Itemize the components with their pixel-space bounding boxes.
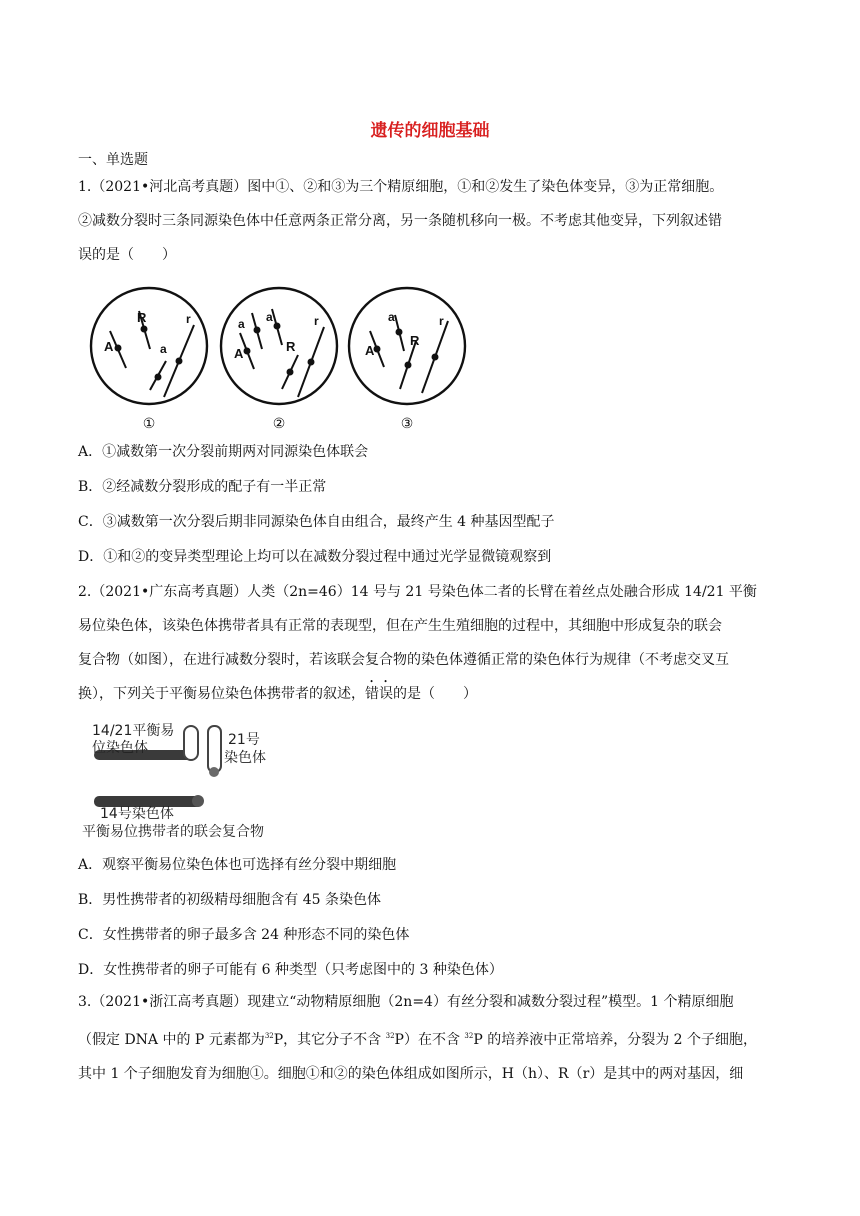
- chromosome-21-satellite: [209, 767, 219, 777]
- svg-text:A: A: [365, 343, 375, 358]
- q1-line: ②减数分裂时三条同源染色体中任意两条正常分离，另一条随机移向一极。不考虑其他变异，下列叙述错: [78, 213, 722, 229]
- q1-line: 误的是（ ）: [78, 247, 176, 263]
- translocation-label-1: 14/21平衡易: [92, 723, 175, 739]
- emphasized-word: 错误: [365, 686, 393, 702]
- q2-synapsis-figure: [80, 718, 310, 842]
- q3-line: （假定 DNA 中的 P 元素都为$^{32}$P，其它分子不含 $^{32}$P）在不含 $^{32}$P 的培养液中正常培养，分裂为 2 个子细胞，: [78, 1032, 758, 1048]
- q1-line: 1.（2021•河北高考真题）图中①、②和③为三个精原细胞，①和②发生了染色体变异，③为正常细胞。: [78, 179, 724, 195]
- translocation-chromosome-arm: [184, 726, 198, 760]
- q3-line: 其中 1 个子细胞发育为细胞①。细胞①和②的染色体组成如图所示，H（h）、R（r）是其中的两对基因，细: [78, 1066, 744, 1082]
- cell-2-chromosomes: [240, 309, 324, 397]
- q2-option-c: C．女性携带者的卵子最多含 24 种形态不同的染色体: [78, 927, 410, 943]
- question-3-stem: [78, 985, 784, 1091]
- svg-text:a: a: [266, 310, 273, 324]
- q2-line: 换），下列关于平衡易位染色体携带者的叙述，错误的是（ ）: [78, 686, 477, 702]
- cell-3-chromosomes: [370, 315, 448, 393]
- q2-option-d: D．女性携带者的卵子可能有 6 种类型（只考虑图中的 3 种染色体）: [78, 962, 503, 978]
- cell-1-chromosomes: [110, 311, 194, 397]
- q1-option-d: D．①和②的变异类型理论上均可以在减数分裂过程中通过光学显微镜观察到: [78, 549, 552, 565]
- svg-text:a: a: [238, 317, 245, 331]
- cell-1-label: ①: [142, 416, 156, 431]
- chromosome-14-end: [192, 795, 204, 807]
- q2-line: 易位染色体，该染色体携带者具有正常的表现型，但在产生生殖细胞的过程中，其细胞中形成复杂的联会: [78, 618, 722, 634]
- cell-3-label: ③: [400, 416, 414, 431]
- figure-caption: 平衡易位携带者的联会复合物: [82, 824, 264, 840]
- svg-text:R: R: [137, 310, 147, 325]
- svg-text:A: A: [104, 339, 114, 354]
- svg-text:R: R: [410, 333, 420, 348]
- q1-option-a: A．①减数第一次分裂前期两对同源染色体联会: [78, 444, 369, 460]
- svg-text:r: r: [186, 312, 191, 326]
- q2-line: 复合物（如图），在进行减数分裂时，若该联会复合物的染色体遵循正常的染色体行为规律（不考虑交叉互: [78, 652, 729, 668]
- q2-option-a: A．观察平衡易位染色体也可选择有丝分裂中期细胞: [78, 857, 397, 873]
- svg-text:a: a: [160, 342, 167, 356]
- svg-text:A: A: [234, 346, 244, 361]
- chromosome-21-label-1: 21号: [228, 732, 260, 748]
- q1-option-b: B．②经减数分裂形成的配子有一半正常: [78, 479, 327, 495]
- chromosome-21-body: [208, 726, 221, 772]
- chromosome-14-label: 14号染色体: [100, 806, 174, 822]
- chromosome-21-label-2: 染色体: [224, 750, 266, 766]
- cell-2-label: ②: [272, 416, 286, 431]
- q2-option-b: B．男性携带者的初级精母细胞含有 45 条染色体: [78, 892, 382, 908]
- svg-text:r: r: [314, 314, 319, 328]
- translocation-label-2: 位染色体: [92, 740, 148, 756]
- question-1-stem: [78, 170, 784, 272]
- svg-text:R: R: [286, 339, 296, 354]
- q3-line: 3.（2021•浙江高考真题）现建立“动物精原细胞（2n=4）有丝分裂和减数分裂过程”模型。1 个精原细胞: [78, 994, 734, 1010]
- q1-cell-figure: [86, 285, 476, 431]
- svg-text:a: a: [388, 310, 395, 324]
- page-title: 遗传的细胞基础: [370, 121, 490, 141]
- q2-line: 2.（2021•广东高考真题）人类（2n=46）14 号与 21 号染色体二者的长臂在着丝点处融合形成 14/21 平衡: [78, 584, 757, 600]
- question-2-stem: [78, 575, 784, 711]
- svg-text:r: r: [439, 314, 444, 328]
- section-heading: 一、单选题: [78, 152, 148, 168]
- q1-option-c: C．③减数第一次分裂后期非同源染色体自由组合，最终产生 4 种基因型配子: [78, 514, 555, 530]
